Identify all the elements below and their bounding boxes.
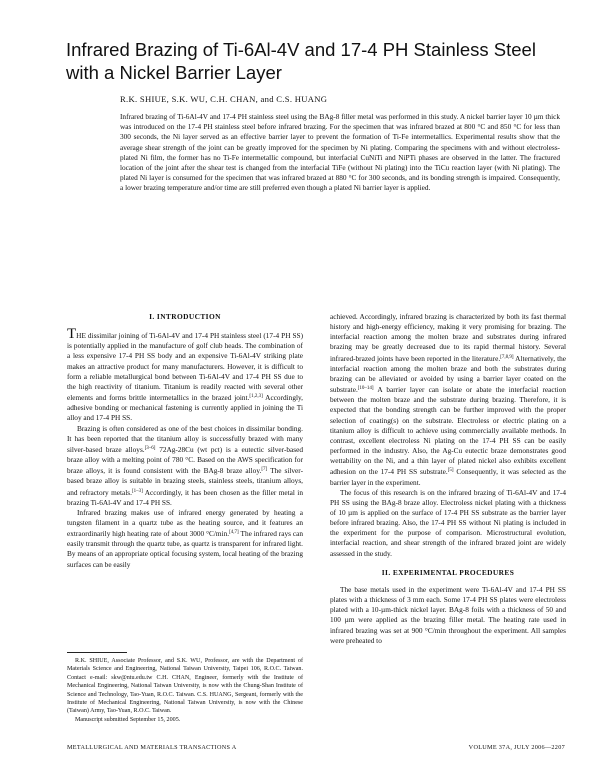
section-heading-experimental: II. EXPERIMENTAL PROCEDURES: [381, 567, 515, 577]
citation: [1–3]: [131, 488, 143, 494]
left-column: [67, 312, 303, 570]
abstract: Infrared brazing of Ti-6Al-4V and 17-4 PH stainless steel using the BAg-8 filler metal was performed in this study. A nickel barrier layer 10 µm thick was introduced on the 17-4 PH stainless steel before infrared brazing. For the specimen that was infrared brazed at 800 °C and 850 °C for less than 300 seconds, the Ni layer served as an effective barrier layer to prevent the formation of Ti-Fe intermetallics. Experimental results show that the average shear strength of the joint can be greatly improved for the specimen by Ni plating. Comparing the specimens with and without electroless-plated Ni film, the former has no Ti-Fe intermetallic compound, but interfacial CuNiTi and NiPTi phases are observed in the latter. The fractured location of the joint after the shear test is changed from the interfacial TiFe (without Ni plating) into the TiCu reaction layer (with Ni plating). The plated Ni layer is consumed for the specimen that was infrared brazed at 880 °C for 300 seconds, and its bonding strength is impaired. Consequently, a lower brazing temperature and/or time are still preferred even though a plated Ni barrier layer is applied.: [120, 112, 560, 193]
author-footnote: [67, 657, 303, 724]
intro-paragraph-3-continued: achieved. Accordingly, infrared brazing is characterized by both its fast thermal history and high-energy efficiency, making it very promising for brazing. The interfacial reaction among the molten braze and substrates during infrared brazing may be greatly decreased due to its rapid thermal history. Several infrared-brazed joints have been reported in the literature.[7,8,9] Alternatively, the interfacial reaction among the molten braze and both the substrates during brazing can be alleviated or avoided by using a barrier layer coated on the substrate.[10–14] A barrier layer can isolate or abate the interfacial reaction between the molten braze and the substrate during brazing. Therefore, it is expected that the bonding strength can be further improved with the proper selection of coating(s) on the substrate. Electroless or electric plating on a titanium alloy is difficult to achieve using commercially available methods. In contrast, excellent electroless Ni plating on the 17-4 PH SS can be easily performed in the industry. Also, the Ag-Cu eutectic braze demonstrates good wettability on the Ni, and a thin layer of plated nickel also exhibits excellent adhesion on the 17-4 PH SS substrate.[5] Consequently, it was selected as the barrier layer in the experiment.: [330, 312, 567, 487]
citation: [10–14]: [357, 386, 374, 392]
intro-paragraph-3: Infrared brazing makes use of infrared energy generated by heating a tungsten filament in a quartz tube as the heating source, and it features an extraordinarily high heating rate of about 3000 °C/min.[4,7] The infrared rays can easily transmit through the quartz tube, as quartz is transparent for infrared light. By means of an appropriate optical focusing system, local heating of the brazing surfaces can be easily: [67, 507, 303, 569]
paper-title: Infrared Brazing of Ti-6Al-4V and 17-4 PH Stainless Steel with a Nickel Barrier Layer: [66, 39, 536, 83]
experimental-paragraph-1: The base metals used in the experiment were Ti-6Al-4V and 17-4 PH SS plates with a thickness of 3 mm each. Some 17-4 PH SS plates were electroless plated with a 10-µm-thick nickel layer. BAg-8 foils with a thickness of 50 and 100 µm were applied as the brazing filler metal. The heating rate used in infrared brazing was set at 900 °C/min throughout the experiment. All samples were preheated to: [330, 584, 566, 645]
footnote-divider: [67, 652, 127, 653]
citation: [4,7]: [229, 530, 239, 536]
citation: [5]: [447, 468, 454, 474]
citation: [3–6]: [144, 445, 156, 451]
drop-cap: T: [67, 326, 77, 343]
intro-paragraph-4: The focus of this research is on the infrared brazing of Ti-6Al-4V and 17-4 PH SS using the BAg-8 braze alloy. Electroless nickel plating with a thickness of 10 µm is applied on the surface of 17-4 PH SS substrate as the barrier layer before infrared brazing. Also, the 17-4 PH SS without Ni plating is included in the experiment for the purpose of comparison. Microstructural evolution, interfacial reaction, and shear strength of the infrared brazed joint are widely assessed in the study.: [330, 487, 566, 558]
intro-paragraph-1: THE dissimilar joining of Ti-6Al-4V and 17-4 PH stainless steel (17-4 PH SS) is potentially applied in the manufacture of golf club heads. The combination of a less expensive 17-4 PH SS body and an expensive Ti-6Al-4V striking plate makes an attractive product for many manufacturers. However, it is difficult to form a reliable metallurgical bond between Ti-6Al-4V and 17-4 PH SS due to the high reactivity of titanium. Titanium is readily reacted with several other elements and forms brittle intermetallics in the brazed joint.[1,2,3] Accordingly, adhesive bonding or mechanical fastening is currently applied in joining the Ti alloy and 17-4 PH SS.: [67, 326, 304, 423]
author-affiliations: R.K. SHIUE, Associate Professor, and S.K. WU, Professor, are with the Department of Materials Science and Engineering, National Taiwan University, Taipei 106, R.O.C. Taiwan. Contact e-mail: skw@ntu.edu.tw C.H. CHAN, Engineer, formerly with the Institute of Mechanical Engineering, National Taiwan University, is now with the Chung-Shan Institute of Science and Technology, Tao-Yuan, R.O.C. Taiwan. C.S. HUANG, Sergeant, formerly with the Institute of Mechanical Engineering, National Taiwan University, is now with the Chinese (Taiwan) Army, Tao-Yuan, R.O.C. Taiwan.: [67, 658, 303, 715]
right-column: [330, 312, 566, 646]
journal-name: METALLURGICAL AND MATERIALS TRANSACTIONS A: [67, 744, 237, 751]
intro-paragraph-2: Brazing is often considered as one of the best choices in dissimilar bonding. It has been reported that the titanium alloy is successfully brazed with many silver-based braze alloys.[3–6] 72Ag-28Cu (wt pct) is a eutectic silver-based braze alloy with a melting point of 780 °C. Based on the AWS specification for braze alloys, it is found consistent with the BAg-8 braze alloy.[7] The silver-based braze alloy is suitable in brazing steels, stainless steels, titanium alloys, and refractory metals.[1–3] Accordingly, it has been chosen as the filler metal in brazing Ti-6Al-4V and 17-4 PH SS.: [67, 423, 304, 507]
section-heading-introduction: I. INTRODUCTION: [149, 312, 221, 321]
citation: [1,2,3]: [249, 394, 263, 400]
author-list: R.K. SHIUE, S.K. WU, C.H. CHAN, and C.S. HUANG: [120, 94, 328, 104]
volume-page: VOLUME 37A, JULY 2006—2207: [468, 744, 565, 751]
manuscript-date: Manuscript submitted September 15, 2005.: [75, 716, 181, 723]
citation: [7]: [261, 467, 268, 473]
citation: [7,8,9]: [500, 354, 514, 360]
